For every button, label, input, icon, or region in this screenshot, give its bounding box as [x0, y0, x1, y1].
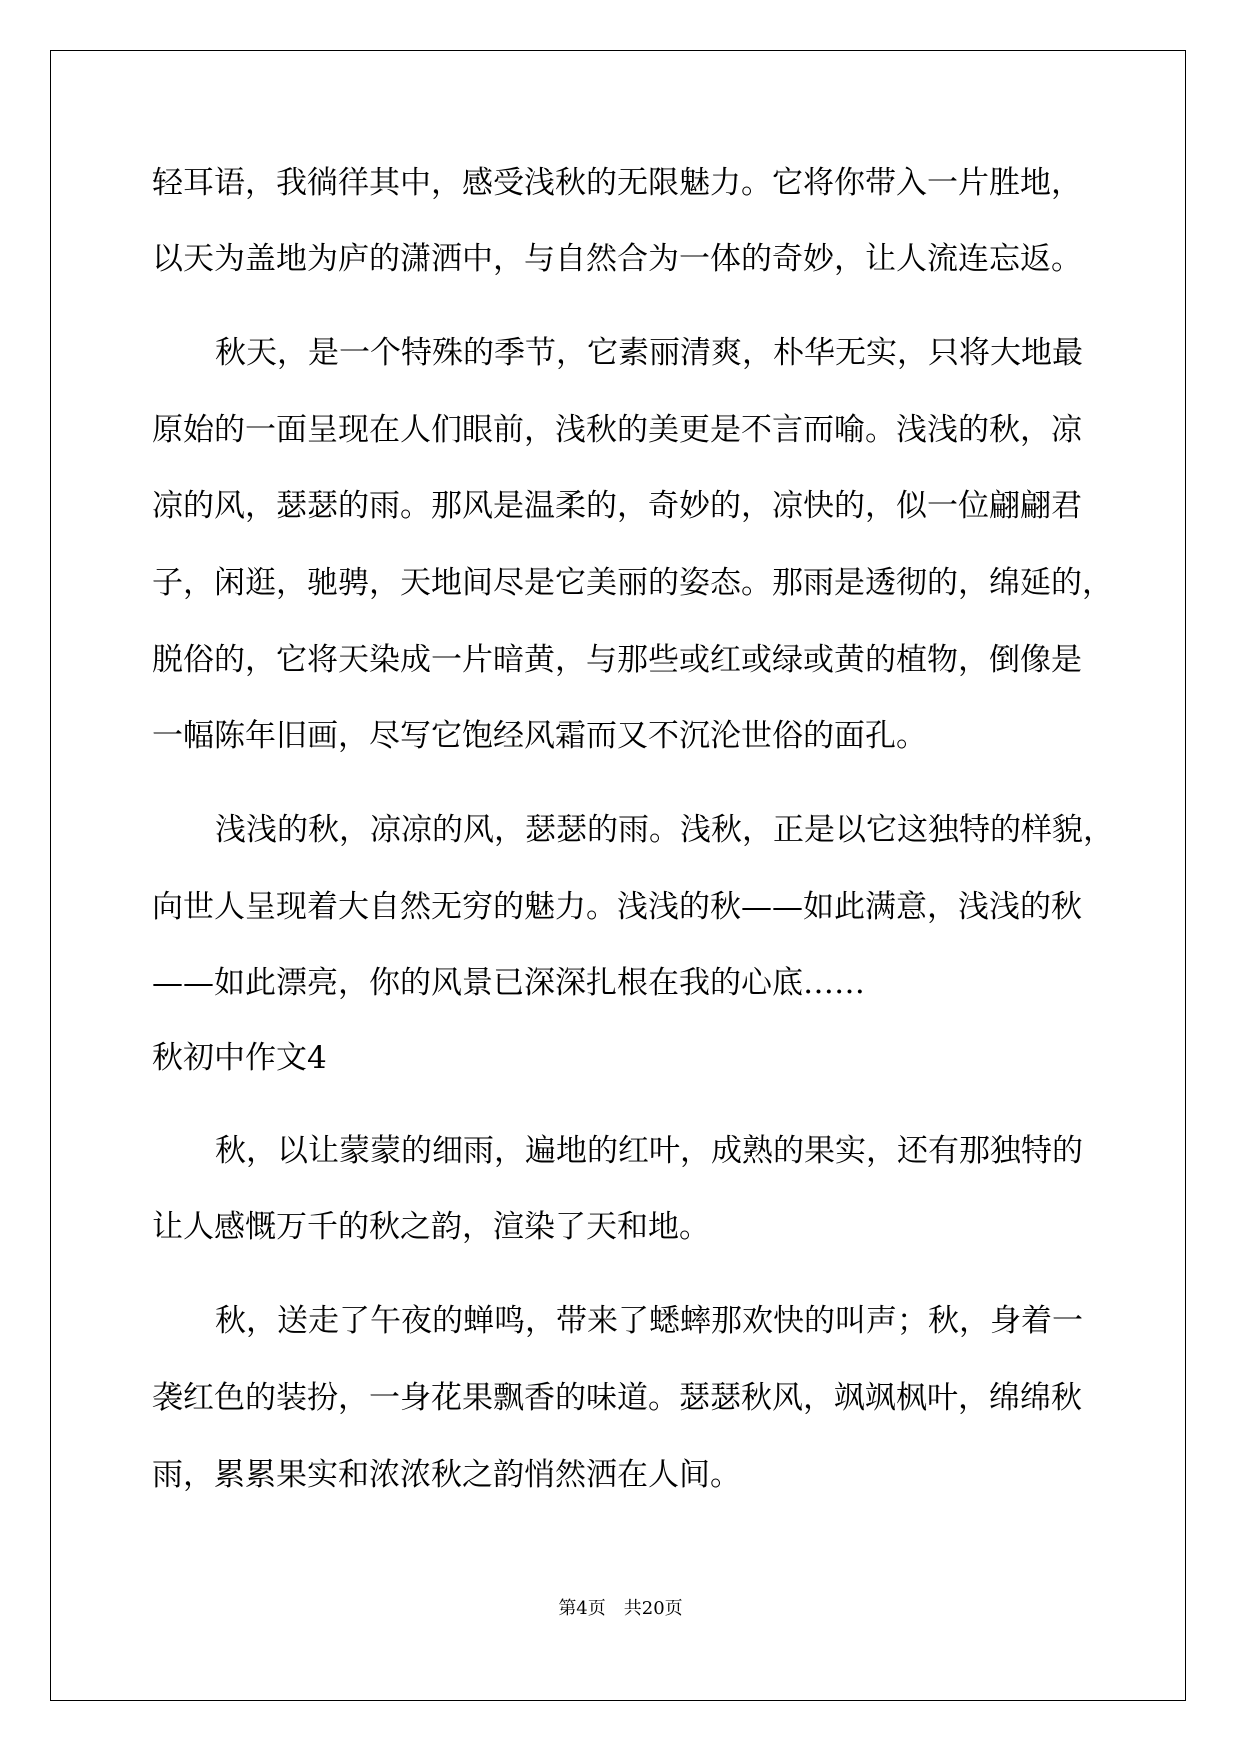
- text-line: 原始的一面呈现在人们眼前，浅秋的美更是不言而喻。浅浅的秋，凉: [152, 412, 1082, 448]
- text-line: 向世人呈现着大自然无穷的魅力。浅浅的秋——如此满意，浅浅的秋: [152, 889, 1082, 925]
- text-line: 凉的风，瑟瑟的雨。那风是温柔的，奇妙的，凉快的，似一位翩翩君: [152, 488, 1082, 524]
- text-line: 浅浅的秋，凉凉的风，瑟瑟的雨。浅秋，正是以它这独特的样貌，: [215, 812, 1114, 848]
- text-line: 秋，以让蒙蒙的细雨，遍地的红叶，成熟的果实，还有那独特的: [215, 1133, 1083, 1169]
- text-line: ——如此漂亮，你的风景已深深扎根在我的心底……: [152, 965, 865, 1001]
- text-line: 袭红色的装扮，一身花果飘香的味道。瑟瑟秋风，飒飒枫叶，绵绵秋: [152, 1380, 1082, 1416]
- page-border: [50, 50, 1186, 1701]
- text-line: 脱俗的，它将天染成一片暗黄，与那些或红或绿或黄的植物，倒像是: [152, 642, 1082, 678]
- text-line: 秋天，是一个特殊的季节，它素丽清爽，朴华无实，只将大地最: [215, 335, 1083, 371]
- text-line: 子，闲逛，驰骋，天地间尽是它美丽的姿态。那雨是透彻的，绵延的，: [152, 565, 1113, 601]
- text-line: 让人感慨万千的秋之韵，渲染了天和地。: [152, 1209, 710, 1245]
- page-number: 第4页 共20页: [558, 1598, 683, 1619]
- text-line: 轻耳语，我徜徉其中，感受浅秋的无限魅力。它将你带入一片胜地，: [152, 165, 1082, 201]
- text-line: 以天为盖地为庐的潇洒中，与自然合为一体的奇妙，让人流连忘返。: [152, 241, 1082, 277]
- section-heading: 秋初中作文4: [152, 1040, 327, 1076]
- text-line: 秋，送走了午夜的蝉鸣，带来了蟋蟀那欢快的叫声；秋，身着一: [215, 1303, 1083, 1339]
- text-line: 雨，累累果实和浓浓秋之韵悄然洒在人间。: [152, 1457, 741, 1493]
- text-line: 一幅陈年旧画，尽写它饱经风霜而又不沉沦世俗的面孔。: [152, 718, 927, 754]
